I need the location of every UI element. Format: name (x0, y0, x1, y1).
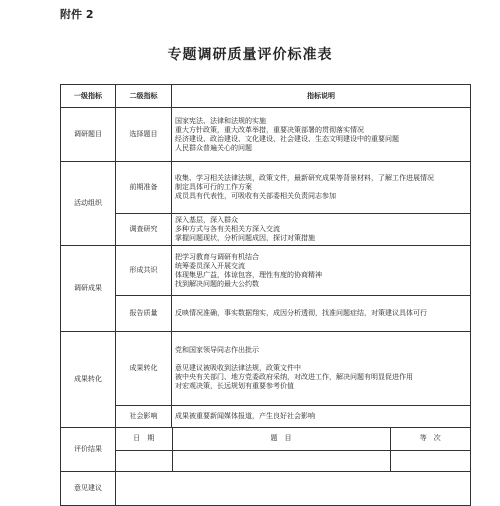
level1-cell: 调研题目 (61, 108, 116, 162)
level1-cell: 成果转化 (61, 332, 116, 428)
desc-line: 体现集思广益，体谅包容，理性有度的协商精神 (175, 270, 322, 279)
desc-line: 人民群众普遍关心的问题 (175, 143, 252, 152)
desc-cell (172, 108, 471, 162)
level2-cell: 形成共识 (116, 246, 172, 296)
evaluation-empty-row (116, 450, 470, 471)
evaluation-topic-cell (172, 450, 390, 471)
table-row (61, 472, 471, 506)
level1-cell: 意见建议 (61, 472, 116, 506)
desc-line: 成果被重要新闻媒体报道，产生良好社会影响 (175, 412, 315, 420)
table-row (61, 406, 471, 428)
desc-line: 深入基层，深入群众 (175, 216, 238, 224)
level2-cell: 调查研究 (116, 214, 172, 246)
evaluation-grid-cell (116, 428, 471, 472)
desc-cell (172, 162, 471, 214)
desc-line (175, 355, 467, 364)
header-desc: 指标说明 (172, 85, 471, 108)
desc-line: 收集、学习相关法律法规，政策文件，最新研究成果等背景材料，了解工作进展情况 (175, 174, 434, 182)
header-level2: 二级指标 (116, 85, 172, 108)
page-title: 专题调研质量评价标准表 (167, 47, 333, 63)
level1-cell: 活动组织 (61, 162, 116, 246)
desc-line: 对宏观决策，长远规划有重要参考价值 (175, 382, 294, 390)
level2-cell: 成果转化 (116, 332, 172, 406)
evaluation-date-cell (116, 450, 172, 471)
table-row (61, 296, 471, 332)
desc-cell (172, 296, 471, 332)
level2-cell: 前期准备 (116, 162, 172, 214)
desc-cell (172, 214, 471, 246)
desc-line: 经济建设、政治建设、文化建设、社会建设、生态文明建设中的重要问题 (175, 134, 399, 143)
level2-cell: 报告质量 (116, 296, 172, 332)
table-row (61, 428, 471, 472)
evaluation-header-row (116, 428, 470, 450)
desc-line: 找到解决问题的最大公约数 (175, 279, 259, 288)
level2-cell: 选择题目 (116, 108, 172, 162)
table-row (61, 246, 471, 296)
table-row (61, 214, 471, 246)
criteria-table (60, 84, 471, 506)
desc-line: 多种方式与各有关相关方深入交流 (175, 225, 280, 233)
desc-line: 国家宪法、法律和法规的实施 (175, 116, 266, 125)
desc-cell (172, 406, 471, 428)
desc-line: 被中央有关部门、地方党委政府采纳，对改进工作，解决问题有明显促进作用 (175, 373, 413, 381)
table-row (61, 108, 471, 162)
desc-line: 重大方针政策，重大改革举措，重要决策部署的贯彻落实情况 (175, 125, 364, 134)
desc-line: 反映情况准确，事实数据翔实，成因分析透彻，找准问题症结，对策建议具体可行 (175, 309, 427, 317)
evaluation-grade-cell (390, 450, 470, 471)
desc-cell (172, 246, 471, 296)
attachment-label: 附件 2 (60, 8, 94, 21)
table-row (61, 332, 471, 406)
desc-line: 意见建议被吸收到法律法规，政策文件中 (175, 364, 301, 372)
desc-line: 制定具体可行的工作方案 (175, 183, 252, 191)
evaluation-grid (116, 428, 470, 471)
evaluation-date-header: 日 期 (116, 428, 172, 450)
level2-cell: 社会影响 (116, 406, 172, 428)
desc-line: 统筹委员深入开展交流 (175, 261, 245, 270)
evaluation-topic-header: 题 目 (172, 428, 390, 450)
table-header-row (61, 85, 471, 108)
desc-line: 党和国家领导同志作出批示 (175, 346, 259, 354)
opinion-cell (116, 472, 471, 506)
desc-line: 成员具有代表性，可吸收有关部委相关负责同志参加 (175, 192, 336, 200)
desc-line: 掌握问题现状，分析问题成因，探讨对策措施 (175, 234, 315, 242)
evaluation-grade-header: 等 次 (390, 428, 470, 450)
level1-cell: 评价结果 (61, 428, 116, 472)
header-level1: 一级指标 (61, 85, 116, 108)
desc-cell (172, 332, 471, 406)
table-row (61, 162, 471, 214)
desc-line: 把学习教育与调研有机结合 (175, 252, 259, 261)
level1-cell: 调研成果 (61, 246, 116, 332)
